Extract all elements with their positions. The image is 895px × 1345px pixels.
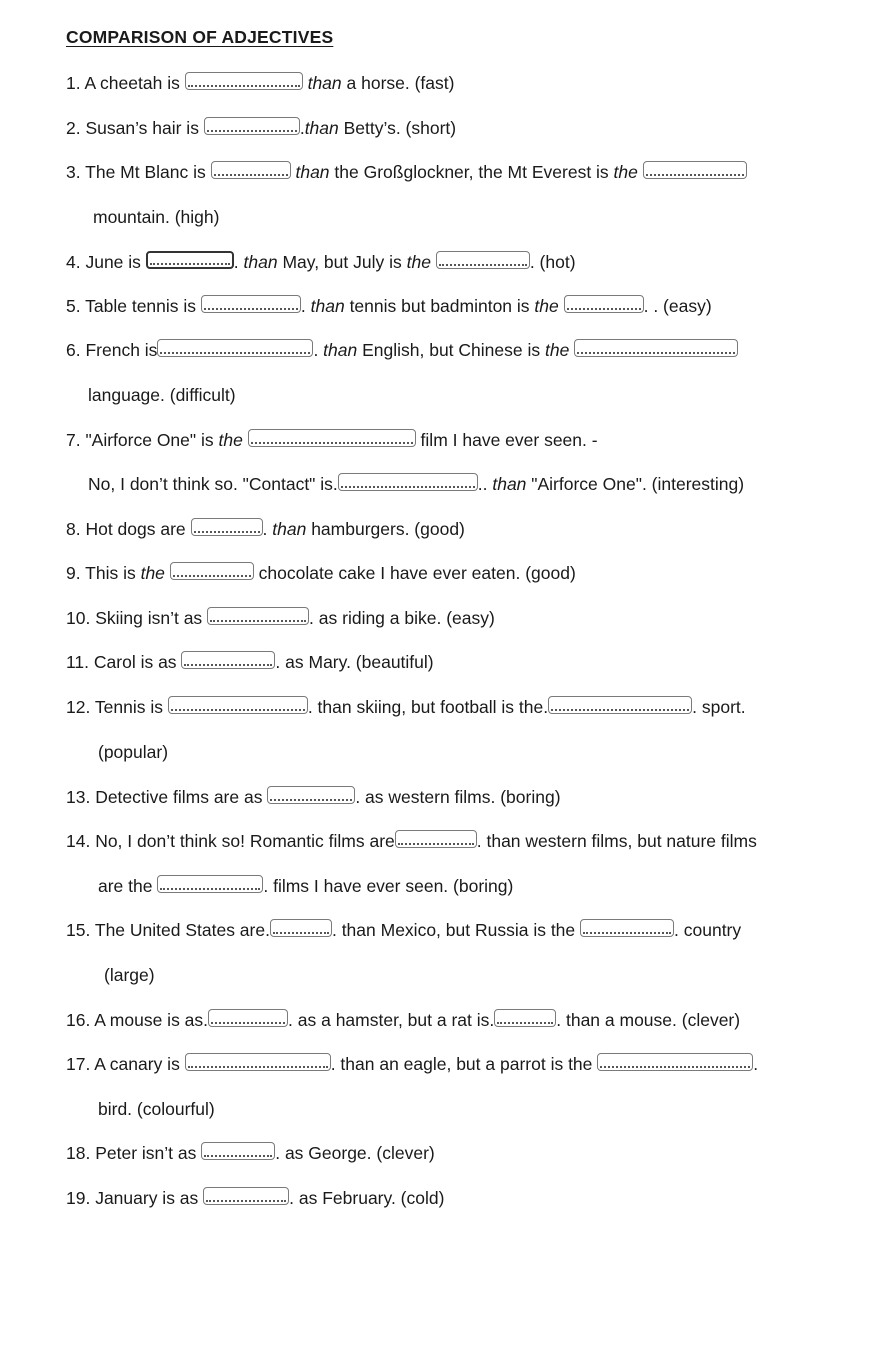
- sentence-text: .: [262, 519, 273, 539]
- answer-blank-16-1[interactable]: [208, 1009, 288, 1027]
- sentence-text: ..: [477, 474, 493, 494]
- answer-blank-17-1[interactable]: [185, 1053, 331, 1071]
- italic-keyword: than: [323, 340, 358, 360]
- answer-blank-9-1[interactable]: [170, 562, 254, 580]
- sentence-text: mountain. (high): [93, 207, 220, 227]
- sentence-text: tennis but badminton is: [344, 296, 535, 316]
- exercise-line-14: [66, 830, 757, 852]
- exercise-line-5: [66, 295, 712, 317]
- answer-blank-4-1[interactable]: [146, 251, 234, 269]
- answer-blank-5-1[interactable]: [201, 295, 301, 313]
- sentence-text: 7. "Airforce One" is: [66, 430, 219, 450]
- sentence-text: . than a mouse. (clever): [556, 1010, 741, 1030]
- answer-blank-6-2[interactable]: [574, 339, 738, 357]
- sentence-text: . as Mary. (beautiful): [275, 652, 434, 672]
- sentence-text: 15. The United States are.: [66, 920, 270, 940]
- exercise-line-15: [66, 919, 741, 941]
- exercise-line-1: [66, 72, 454, 94]
- exercise-line-12: [66, 696, 746, 718]
- sentence-text: (large): [104, 965, 155, 985]
- exercise-line-6: [66, 339, 738, 361]
- sentence-text: 9. This is: [66, 563, 141, 583]
- sentence-text: . films I have ever seen. (boring): [263, 876, 514, 896]
- sentence-text: . than western films, but nature films: [476, 831, 757, 851]
- answer-blank-2-1[interactable]: [204, 117, 300, 135]
- answer-blank-12-2[interactable]: [548, 696, 692, 714]
- answer-blank-16-2[interactable]: [494, 1009, 556, 1027]
- italic-keyword: than: [307, 73, 342, 93]
- italic-keyword: than: [272, 519, 307, 539]
- sentence-text: 4. June is: [66, 252, 146, 272]
- sentence-text: 2. Susan’s hair is: [66, 118, 204, 138]
- exercise-line-19: [66, 1187, 444, 1209]
- sentence-text: "Airforce One". (interesting): [526, 474, 745, 494]
- answer-blank-3-2[interactable]: [643, 161, 747, 179]
- sentence-text: . sport.: [692, 697, 746, 717]
- exercise-line-8: [66, 518, 465, 540]
- answer-blank-3-1[interactable]: [211, 161, 291, 179]
- sentence-text: No, I don’t think so. "Contact" is.: [88, 474, 338, 494]
- answer-blank-19-1[interactable]: [203, 1187, 289, 1205]
- exercise-line-3b: [93, 206, 219, 228]
- answer-blank-1-1[interactable]: [185, 72, 303, 90]
- answer-blank-8-1[interactable]: [191, 518, 263, 536]
- answer-blank-6-1[interactable]: [157, 339, 313, 357]
- exercise-line-6b: [88, 384, 236, 406]
- sentence-text: .: [233, 252, 244, 272]
- answer-blank-5-2[interactable]: [564, 295, 644, 313]
- exercise-line-12b: [98, 741, 168, 763]
- sentence-text: . as February. (cold): [289, 1188, 445, 1208]
- exercise-line-13: [66, 786, 561, 808]
- sentence-text: .: [313, 340, 324, 360]
- sentence-text: . than an eagle, but a parrot is the: [330, 1054, 598, 1074]
- italic-keyword: the: [534, 296, 559, 316]
- answer-blank-7-1[interactable]: [248, 429, 416, 447]
- sentence-text: . as western films. (boring): [355, 787, 561, 807]
- answer-blank-14-1[interactable]: [395, 830, 477, 848]
- sentence-text: 10. Skiing isn’t as: [66, 608, 208, 628]
- sentence-text: 11. Carol is as: [66, 652, 182, 672]
- sentence-text: .: [753, 1054, 759, 1074]
- answer-blank-12-1[interactable]: [168, 696, 308, 714]
- sentence-text: . than skiing, but football is the.: [307, 697, 549, 717]
- sentence-text: 18. Peter isn’t as: [66, 1143, 202, 1163]
- sentence-text: are the: [98, 876, 158, 896]
- answer-blank-17-2[interactable]: [597, 1053, 753, 1071]
- sentence-text: . . (easy): [643, 296, 712, 316]
- exercise-line-18: [66, 1142, 435, 1164]
- italic-keyword: than: [492, 474, 527, 494]
- sentence-text: 16. A mouse is as.: [66, 1010, 209, 1030]
- exercise-line-2: [66, 117, 456, 139]
- sentence-text: language. (difficult): [88, 385, 236, 405]
- answer-blank-10-1[interactable]: [207, 607, 309, 625]
- italic-keyword: the: [544, 340, 570, 360]
- answer-blank-18-1[interactable]: [201, 1142, 275, 1160]
- sentence-text: English, but Chinese is: [357, 340, 545, 360]
- exercise-line-9: [66, 562, 576, 584]
- sentence-text: (popular): [98, 742, 169, 762]
- answer-blank-4-2[interactable]: [436, 251, 530, 269]
- sentence-text: chocolate cake I have ever eaten. (good): [253, 563, 576, 583]
- exercise-line-16: [66, 1009, 740, 1031]
- sentence-text: . as a hamster, but a rat is.: [288, 1010, 495, 1030]
- sentence-text: 12. Tennis is: [66, 697, 168, 717]
- sentence-text: .: [299, 118, 305, 138]
- sentence-text: . (hot): [529, 252, 576, 272]
- italic-keyword: the: [613, 162, 638, 182]
- answer-blank-13-1[interactable]: [267, 786, 355, 804]
- answer-blank-7b-1[interactable]: [338, 473, 478, 491]
- exercise-line-15b: [104, 964, 155, 986]
- sentence-text: [559, 296, 564, 316]
- italic-keyword: the: [140, 563, 165, 583]
- sentence-text: the Großglockner, the Mt Everest is: [329, 162, 614, 182]
- exercise-line-3: [66, 161, 747, 183]
- exercise-line-7: [66, 429, 598, 451]
- exercise-line-11: [66, 651, 434, 673]
- sentence-text: .: [300, 296, 311, 316]
- exercise-line-10: [66, 607, 495, 629]
- exercise-line-7b: [88, 473, 744, 495]
- italic-keyword: than: [243, 252, 278, 272]
- sentence-text: . as George. (clever): [275, 1143, 435, 1163]
- answer-blank-15-1[interactable]: [270, 919, 332, 937]
- answer-blank-14b-1[interactable]: [157, 875, 263, 893]
- page-title: COMPARISON OF ADJECTIVES: [66, 27, 334, 47]
- exercise-line-17b: [98, 1098, 215, 1120]
- sentence-text: 1. A cheetah is: [66, 73, 185, 93]
- sentence-text: . country: [674, 920, 742, 940]
- italic-keyword: the: [406, 252, 431, 272]
- answer-blank-11-1[interactable]: [181, 651, 275, 669]
- sentence-text: [243, 430, 248, 450]
- sentence-text: hamburgers. (good): [306, 519, 465, 539]
- exercise-line-17: [66, 1053, 758, 1075]
- italic-keyword: than: [310, 296, 345, 316]
- sentence-text: 3. The Mt Blanc is: [66, 162, 211, 182]
- sentence-text: 13. Detective films are as: [66, 787, 268, 807]
- sentence-text: 5. Table tennis is: [66, 296, 201, 316]
- sentence-text: 6. French is: [66, 340, 158, 360]
- sentence-text: . than Mexico, but Russia is the: [331, 920, 581, 940]
- sentence-text: 19. January is as: [66, 1188, 204, 1208]
- italic-keyword: than: [295, 162, 330, 182]
- sentence-text: Betty’s. (short): [338, 118, 457, 138]
- sentence-text: . as riding a bike. (easy): [309, 608, 495, 628]
- italic-keyword: the: [218, 430, 243, 450]
- sentence-text: 8. Hot dogs are: [66, 519, 191, 539]
- sentence-text: a horse. (fast): [341, 73, 455, 93]
- exercise-line-4: [66, 251, 576, 273]
- sentence-text: film I have ever seen. -: [415, 430, 598, 450]
- sentence-text: bird. (colourful): [98, 1099, 215, 1119]
- italic-keyword: than: [304, 118, 339, 138]
- answer-blank-15-2[interactable]: [580, 919, 674, 937]
- exercise-line-14b: [98, 875, 513, 897]
- sentence-text: 17. A canary is: [66, 1054, 185, 1074]
- sentence-text: 14. No, I don’t think so! Romantic films are: [66, 831, 395, 851]
- sentence-text: May, but July is: [277, 252, 407, 272]
